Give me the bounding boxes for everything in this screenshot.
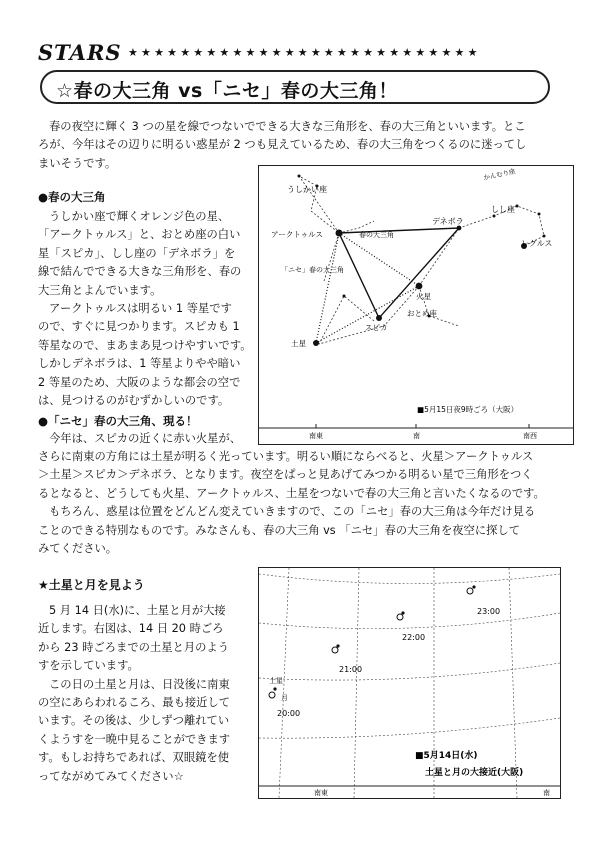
star-dot <box>298 175 301 178</box>
section3-heading: ★土星と月を見よう <box>38 578 145 592</box>
section1-line: 2 等星のため、大阪のような都会の空で <box>38 375 241 389</box>
time-label-21: 21:00 <box>339 665 363 674</box>
spica-star <box>376 315 382 321</box>
section1-line: アークトゥルスは明るい 1 等星です <box>49 302 232 316</box>
regulus-label: レグルス <box>521 239 553 248</box>
direction-southwest: 南西 <box>523 432 537 440</box>
direction-south: 南 <box>543 789 550 797</box>
star-chart-svg <box>259 166 573 444</box>
section1-line: しかしデネボラは、1 等星よりやや暗い <box>38 357 241 371</box>
star-dot <box>343 295 346 298</box>
kanmuri-label: かんむり座 <box>482 167 517 182</box>
dosei-label: 土星 <box>291 339 306 348</box>
section3-line: から 23 時ごろまでの土星と月のよう <box>38 640 230 654</box>
moon-22 <box>397 614 403 620</box>
section3-line: くようすを一晩中見ることができます <box>38 732 231 746</box>
denebola-star <box>457 226 462 231</box>
saturn-planet <box>313 340 319 346</box>
section1-line: 星「スピカ」、しし座の「デネボラ」を <box>38 246 236 260</box>
section-saturn-moon <box>38 576 252 786</box>
kasei-label: 火星 <box>416 292 431 301</box>
section2-line: さらに南東の方角には土星が明るく光っています。明るい順にならべると、火星＞アークトゥルス <box>38 450 534 463</box>
section2-line: るとなると、どうしても火星、アークトゥルス、土星をつないで春の大三角と言いたくなるのです。 <box>38 486 545 500</box>
header-word: STARS <box>38 40 122 65</box>
nise-label: 「ニセ」春の大三角 <box>281 266 344 274</box>
section1-line: 線で結んでできる大きな三角形を、春の <box>38 265 242 279</box>
shishi-label: しし座 <box>491 205 515 214</box>
moon-21 <box>332 647 338 653</box>
figure2-caption-2: 土星と月の大接近(大阪) <box>425 768 524 778</box>
section1-line: は、見つけるのがむずかしいのです。 <box>38 394 230 408</box>
constellation-lines <box>299 176 544 344</box>
saturn-label: 土星 <box>269 677 283 685</box>
arcturus-star <box>336 230 343 237</box>
page-title: ☆春の大三角 vs「ニセ」春の大三角！ <box>56 80 398 102</box>
intro-line-2: ろが、今年はその辺りに明るい惑星が 2 つも見えているため、春の大三角をつくるのに迷ってし <box>38 138 527 152</box>
figure1-caption: ■5月15日夜9時ごろ（大阪） <box>417 405 519 414</box>
time-label-23: 23:00 <box>477 607 501 616</box>
mars-planet <box>416 283 423 290</box>
moon-label: 月 <box>281 694 288 702</box>
section3-line: ってながめてみてください☆ <box>38 769 184 783</box>
section1-line: 「アークトゥルス」と、おとめ座の白い <box>38 228 241 242</box>
daisankaku-label: 春の大三角 <box>359 231 394 239</box>
direction-southeast: 南東 <box>314 789 328 797</box>
intro-line-1: 春の夜空に輝く 3 つの星を線でつないでできる大きな三角形を、春の大三角といいます。とこ <box>49 120 526 133</box>
spica-label: スピカ <box>365 323 388 332</box>
section2-heading-block <box>38 412 260 448</box>
header-stars: ★★★★★★★★★★★★★★★★★★★★★★★★★★★ <box>128 46 481 59</box>
section2-heading: ●「ニセ」春の大三角、現る！ <box>38 414 198 428</box>
time-label-22: 22:00 <box>402 633 426 642</box>
section3-line: この日の土星と月は、日没後に南東 <box>49 677 230 691</box>
saturn-moon-figure <box>258 567 561 799</box>
section2-line: みてください。 <box>38 542 118 556</box>
section2-line: ＞土星＞スピカ＞デネボラ、となります。夜空をぱっと見あげてみつかる明るい星で三角形をつく <box>38 468 533 482</box>
section1-line: うしかい座で輝くオレンジ色の星、 <box>49 210 230 223</box>
section3-line: います。その後は、少しずつ離れてい <box>38 714 230 728</box>
section1-heading: ●春の大三角 <box>38 190 106 204</box>
section3-line: の空にあらわれるころ、最も接近して <box>38 696 231 710</box>
direction-southeast: 南東 <box>309 432 323 440</box>
section2-line: もちろん、惑星は位置をどんどん変えていきますので、この「ニセ」春の大三角は今年だけ見る <box>49 505 536 519</box>
saturn-23 <box>472 585 475 588</box>
section3-line: すを示しています。 <box>38 659 139 673</box>
figure2-caption-1: ■5月14日(水) <box>415 751 478 761</box>
section3-line: 5 月 14 日(水)に、土星と月が大接 <box>49 604 226 617</box>
section1-line: ので、すぐに見つかります。スピカも 1 <box>38 320 240 334</box>
star-dot <box>516 205 519 208</box>
saturn-21 <box>336 644 339 647</box>
section2-line: ことのできる特別なものです。みなさんも、春の大三角 vs 「ニセ」春の大三角を夜空に探して <box>38 523 521 537</box>
section1-line: 大三角とよんでいます。 <box>38 283 162 297</box>
star-dot <box>493 215 496 218</box>
star-dot <box>538 213 541 216</box>
moon-23 <box>467 588 473 594</box>
section2-line: 今年は、スピカの近くに赤い火星が、 <box>49 432 242 445</box>
section3-line: す。もしお持ちであれば、双眼鏡を使 <box>38 751 230 765</box>
saturn-22 <box>401 611 404 614</box>
star-chart-figure <box>258 165 574 445</box>
section3-line: 近します。右図は、14 日 20 時ごろ <box>38 622 224 636</box>
section1-line: 等星なので、まあまあ見つけやすいです。 <box>38 338 252 352</box>
star-dot <box>543 235 546 238</box>
denebola-label: デネボラ <box>432 217 464 226</box>
saturn-moon-svg <box>259 568 560 798</box>
section-spring-triangle <box>38 188 260 410</box>
saturn-20 <box>273 687 276 690</box>
direction-south: 南 <box>413 432 420 440</box>
section-fake-triangle <box>38 448 560 558</box>
intro-line-3: まいそうです。 <box>38 156 117 170</box>
coordinate-grid <box>259 568 560 798</box>
arcturus-label: アークトゥルス <box>271 230 323 239</box>
ushikai-label: うしかい座 <box>287 185 327 194</box>
otome-label: おとめ座 <box>407 309 437 318</box>
moon-20 <box>269 692 275 698</box>
time-label-20: 20:00 <box>277 709 301 718</box>
